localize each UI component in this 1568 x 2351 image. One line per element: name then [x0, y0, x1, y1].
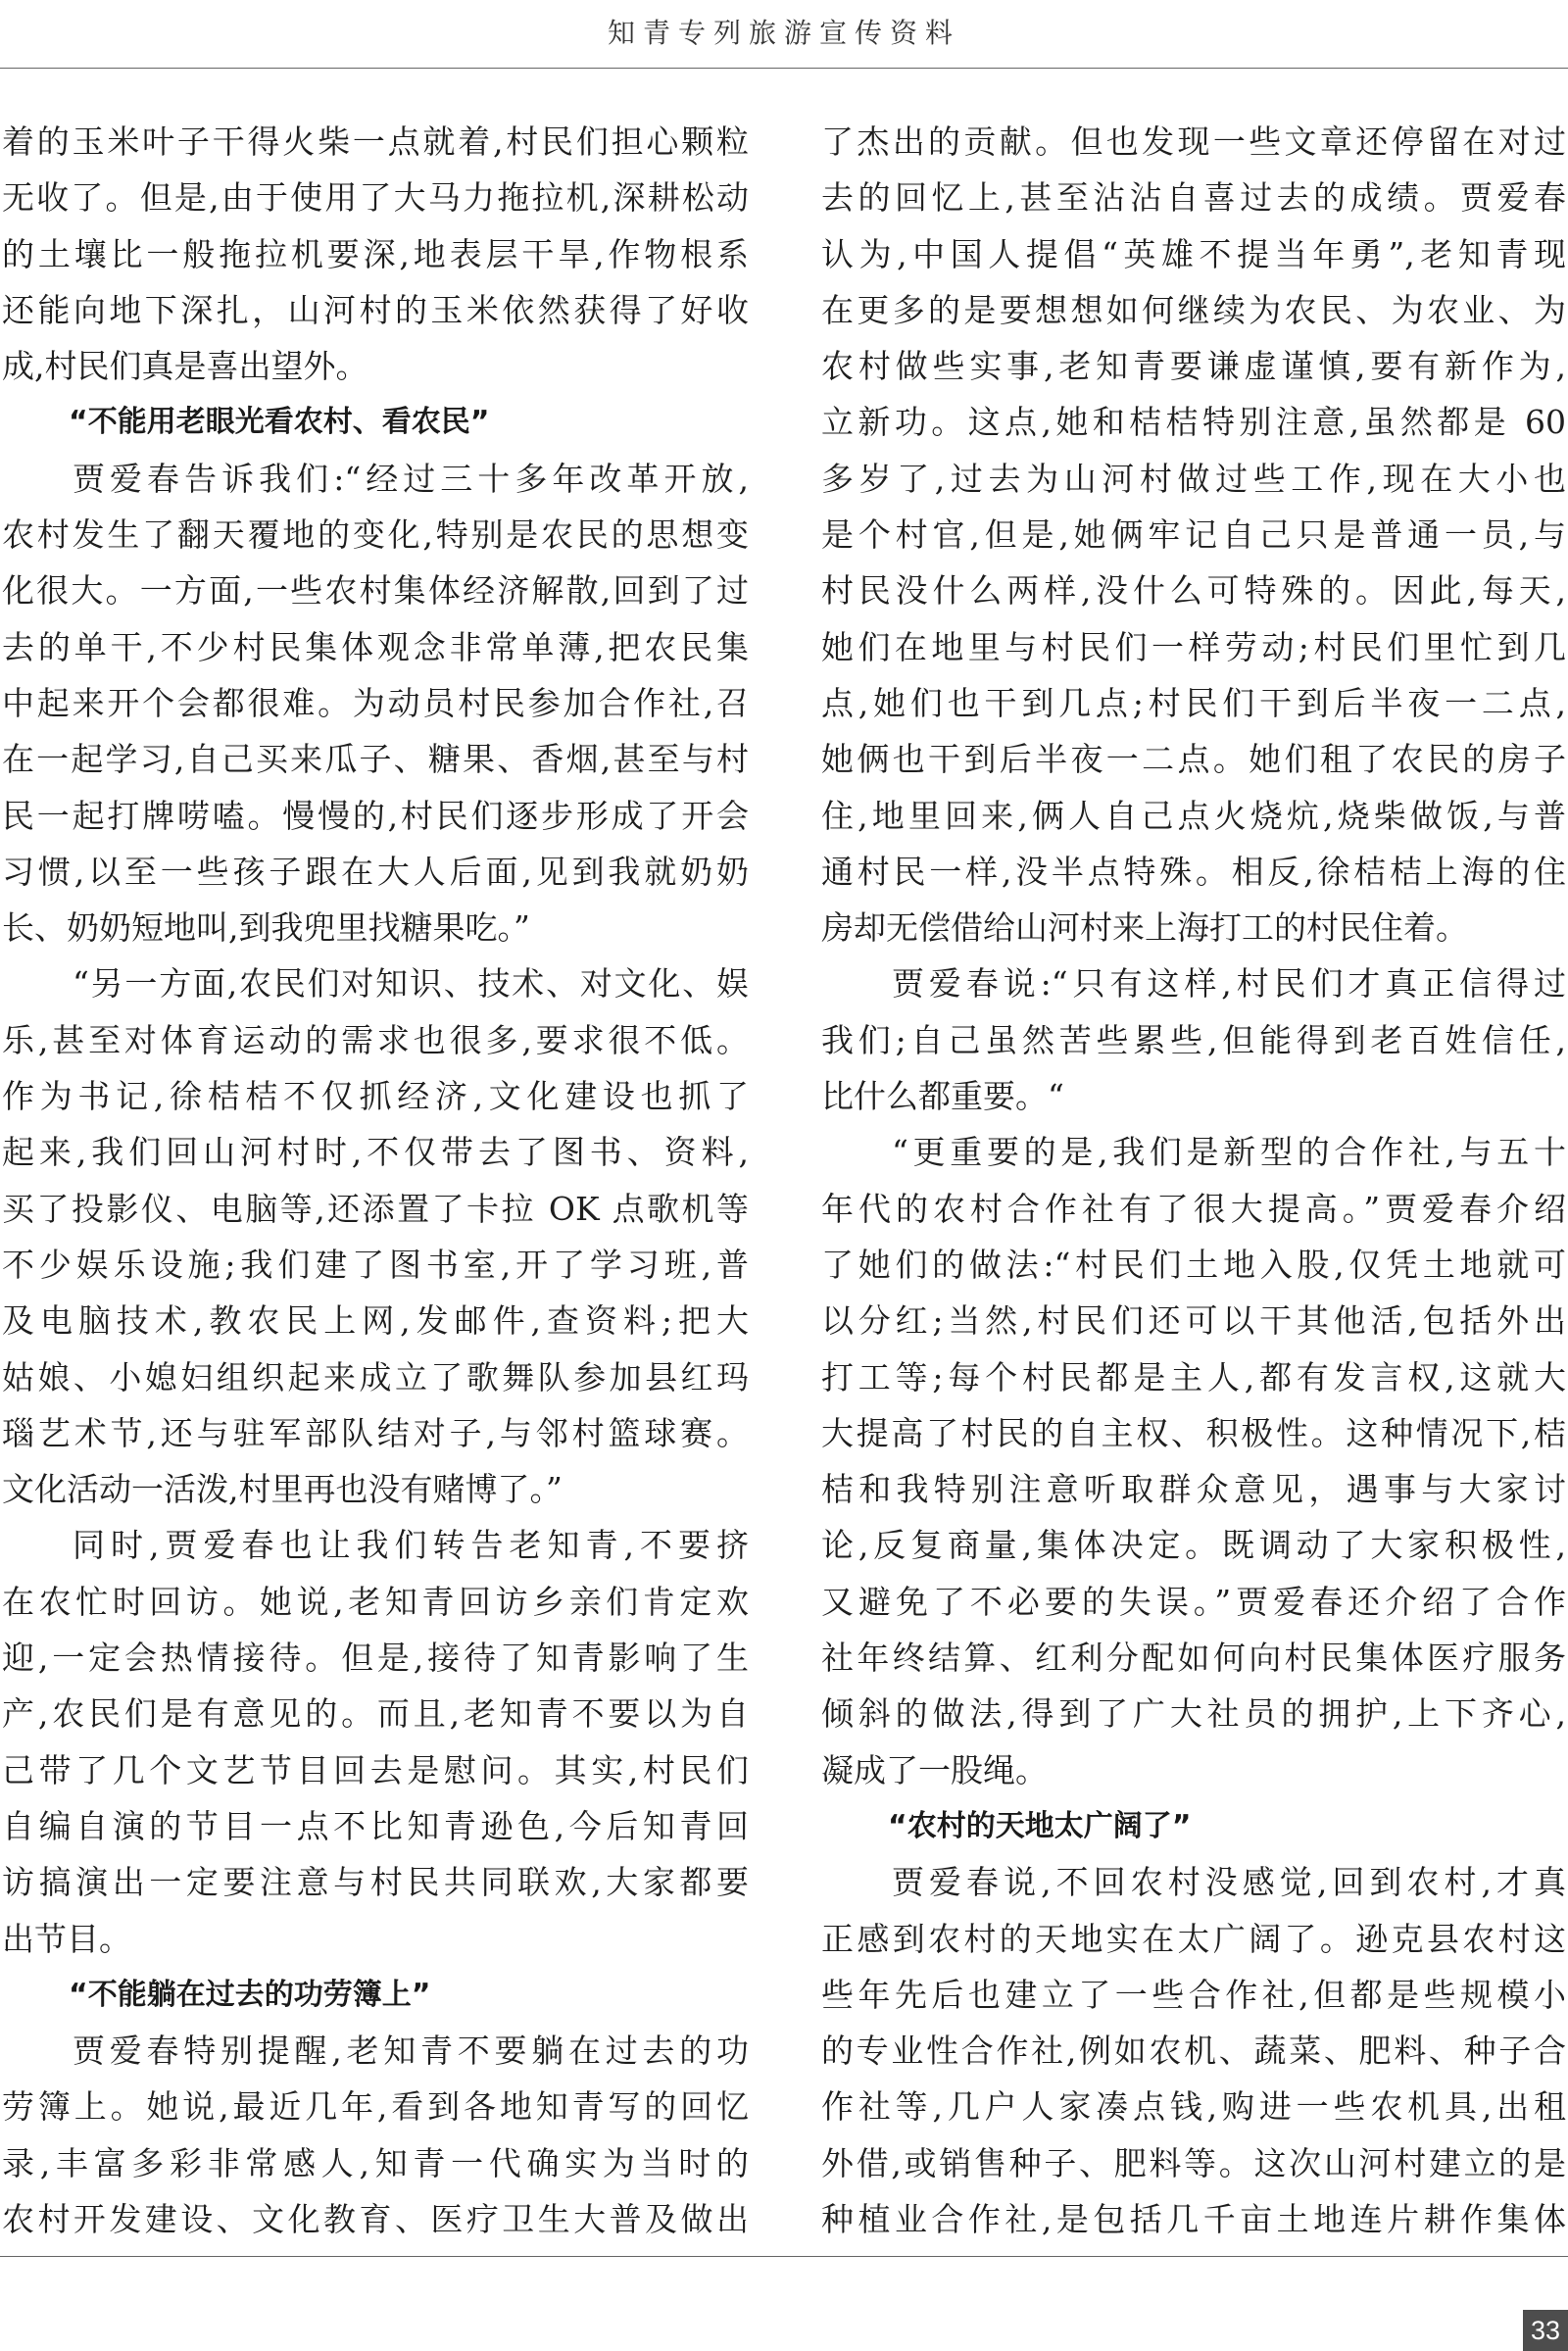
text-line: 农村发生了翻天覆地的变化,特别是农民的思想变 [2, 515, 749, 555]
section-heading: “不能用老眼光看农村、看农民” [69, 405, 490, 440]
text-line: 去的单干,不少村民集体观念非常单薄,把农民集 [2, 627, 749, 666]
text-line: 认为,中国人提倡“英雄不提当年勇”,老知青现 [821, 234, 1566, 273]
text-line: 正感到农村的天地实在太广阔了。逊克县农村这 [821, 1919, 1566, 1958]
text-line: 化很大。一方面,一些农村集体经济解散,回到了过 [2, 571, 749, 611]
text-line: 住,地里回来,俩人自己点火烧炕,烧柴做饭,与普 [821, 796, 1566, 835]
text-line: 瑙艺术节,还与驻军部队结对子,与邻村篮球赛。 [2, 1413, 749, 1452]
text-line: 通村民一样,没半点特殊。相反,徐桔桔上海的住 [821, 852, 1566, 891]
text-line: 的土壤比一般拖拉机要深,地表层干旱,作物根系 [2, 234, 749, 273]
paragraph [2, 451, 749, 956]
text-line: 她俩也干到后半夜一二点。她们租了农民的房子 [821, 740, 1566, 779]
right-column [821, 114, 1566, 2247]
text-line: 我们;自己虽然苦些累些,但能得到老百姓信任, [821, 1020, 1566, 1059]
text-line: 作为书记,徐桔桔不仅抓经济,文化建设也抓了 [2, 1077, 749, 1116]
text-line: 中起来开个会都很难。为动员村民参加合作社,召 [2, 683, 749, 722]
text-line: 打工等;每个村民都是主人,都有发言权,这就大 [821, 1357, 1566, 1396]
text-line: 论,反复商量,集体决定。既调动了大家积极性, [821, 1526, 1566, 1565]
text-line: 些年先后也建立了一些合作社,但都是些规模小 [821, 1975, 1566, 2014]
text-line: 长、奶奶短地叫,到我兜里找糖果吃。” [2, 908, 530, 948]
text-line: 迎,一定会热情接待。但是,接待了知青影响了生 [2, 1639, 749, 1678]
text-line: 在更多的是要想想如何继续为农民、为农业、为 [821, 290, 1566, 329]
text-line: 房却无偿借给山河村来上海打工的村民住着。 [821, 908, 1468, 948]
text-line: 乐,甚至对体育运动的需求也很多,要求很不低。 [2, 1020, 749, 1059]
text-line: 同时,贾爱春也让我们转告老知青,不要挤 [73, 1526, 749, 1565]
text-line: 以分红;当然,村民们还可以干其他活,包括外出 [821, 1301, 1566, 1341]
text-line: 成,村民们真是喜出望外。 [2, 347, 368, 386]
text-line: 己带了几个文艺节目回去是慰问。其实,村民们 [2, 1750, 749, 1789]
text-line: 种植业合作社,是包括几千亩土地连片耕作集体 [821, 2199, 1566, 2238]
text-line: 外借,或销售种子、肥料等。这次山河村建立的是 [821, 2143, 1566, 2182]
left-column [2, 114, 749, 2247]
text-line: 贾爱春说:“只有这样,村民们才真正信得过 [892, 964, 1566, 1004]
text-line: 又避免了不必要的失误。”贾爱春还介绍了合作 [821, 1582, 1566, 1621]
text-line: 买了投影仪、电脑等,还添置了卡拉 OK 点歌机等 [2, 1189, 749, 1228]
text-line: 去的回忆上,甚至沾沾自喜过去的成绩。贾爱春 [821, 178, 1566, 218]
page-number: 33 [1523, 2310, 1568, 2351]
text-line: 不少娱乐设施;我们建了图书室,开了学习班,普 [2, 1245, 749, 1284]
text-line: 贾爱春特别提醒,老知青不要躺在过去的功 [73, 2032, 749, 2071]
text-line: 无收了。但是,由于使用了大马力拖拉机,深耕松动 [2, 178, 749, 218]
paragraph [821, 1124, 1566, 1798]
text-line: 及电脑技术,教农民上网,发邮件,查资料;把大 [2, 1301, 749, 1341]
paragraph [2, 114, 749, 394]
text-line: “另一方面,农民们对知识、技术、对文化、娱 [73, 964, 749, 1004]
text-line: 倾斜的做法,得到了广大社员的拥护,上下齐心, [821, 1694, 1566, 1734]
text-line: 作社等,几户人家凑点钱,购进一些农机具,出租 [821, 2087, 1566, 2127]
text-line: 访搞演出一定要注意与村民共同联欢,大家都要 [2, 1863, 749, 1902]
text-line: 了她们的做法:“村民们土地入股,仅凭土地就可 [821, 1245, 1566, 1284]
text-line: 年代的农村合作社有了很大提高。”贾爱春介绍 [821, 1189, 1566, 1228]
text-line: 农村开发建设、文化教育、医疗卫生大普及做出 [2, 2199, 749, 2238]
text-line: 自编自演的节目一点不比知青逊色,今后知青回 [2, 1806, 749, 1845]
running-header: 知青专列旅游宣传资料 [607, 17, 960, 49]
text-line: 民一起打牌唠嗑。慢慢的,村民们逐步形成了开会 [2, 796, 749, 835]
text-line: 了杰出的贡献。但也发现一些文章还停留在对过 [821, 122, 1566, 161]
text-line: 大提高了村民的自主权、积极性。这种情况下,桔 [821, 1413, 1566, 1452]
text-line: 姑娘、小媳妇组织起来成立了歌舞队参加县红玛 [2, 1357, 749, 1396]
text-line: 还能向地下深扎，山河村的玉米依然获得了好收 [2, 290, 749, 329]
header-rule [0, 68, 1568, 69]
text-line: 文化活动一活泼,村里再也没有赌博了。” [2, 1470, 563, 1509]
text-line: 农村做些实事,老知青要谦虚谨慎,要有新作为, [821, 347, 1566, 386]
text-line: 社年终结算、红利分配如何向村民集体医疗服务 [821, 1639, 1566, 1678]
paragraph [2, 955, 749, 1517]
text-line: 她们在地里与村民们一样劳动;村民们里忙到几 [821, 627, 1566, 666]
text-line: 出节目。 [2, 1919, 131, 1958]
text-line: 点,她们也干到几点;村民们干到后半夜一二点, [821, 683, 1566, 722]
text-line: 起来,我们回山河村时,不仅带去了图书、资料, [2, 1133, 749, 1172]
text-line: 多岁了,过去为山河村做过些工作,现在大小也 [821, 459, 1566, 498]
paragraph [821, 114, 1566, 955]
section-heading: “农村的天地太广阔了” [888, 1808, 1192, 1843]
text-line: 习惯,以至一些孩子跟在大人后面,见到我就奶奶 [2, 852, 749, 891]
paragraph [821, 1854, 1566, 2247]
text-line: 凝成了一股绳。 [821, 1750, 1048, 1789]
text-line: 立新功。这点,她和桔桔特别注意,虽然都是 60 [821, 403, 1566, 442]
paragraph [821, 955, 1566, 1124]
text-line: 在一起学习,自己买来瓜子、糖果、香烟,甚至与村 [2, 740, 749, 779]
section-heading: “不能躺在过去的功劳簿上” [69, 1977, 431, 2012]
text-line: 贾爱春说,不回农村没感觉,回到农村,才真 [892, 1863, 1566, 1902]
text-line: 着的玉米叶子干得火柴一点就着,村民们担心颗粒 [2, 122, 749, 161]
text-line: 在农忙时回访。她说,老知青回访乡亲们肯定欢 [2, 1582, 749, 1621]
text-line: “更重要的是,我们是新型的合作社,与五十 [892, 1133, 1566, 1172]
text-line: 录,丰富多彩非常感人,知青一代确实为当时的 [2, 2143, 749, 2182]
text-line: 贾爱春告诉我们:“经过三十多年改革开放, [73, 459, 749, 498]
text-line: 桔和我特别注意听取群众意见，遇事与大家讨 [821, 1470, 1566, 1509]
footer-rule [0, 2256, 1568, 2257]
text-line: 劳簿上。她说,最近几年,看到各地知青写的回忆 [2, 2087, 749, 2127]
text-line: 比什么都重要。“ [821, 1077, 1064, 1116]
paragraph [2, 2023, 749, 2247]
text-line: 村民没什么两样,没什么可特殊的。因此,每天, [821, 571, 1566, 611]
text-line: 是个村官,但是,她俩牢记自己只是普通一员,与 [821, 515, 1566, 555]
text-line: 产,农民们是有意见的。而且,老知青不要以为自 [2, 1694, 749, 1734]
text-line: 的专业性合作社,例如农机、蔬菜、肥料、种子合 [821, 2032, 1566, 2071]
paragraph [2, 1517, 749, 1966]
